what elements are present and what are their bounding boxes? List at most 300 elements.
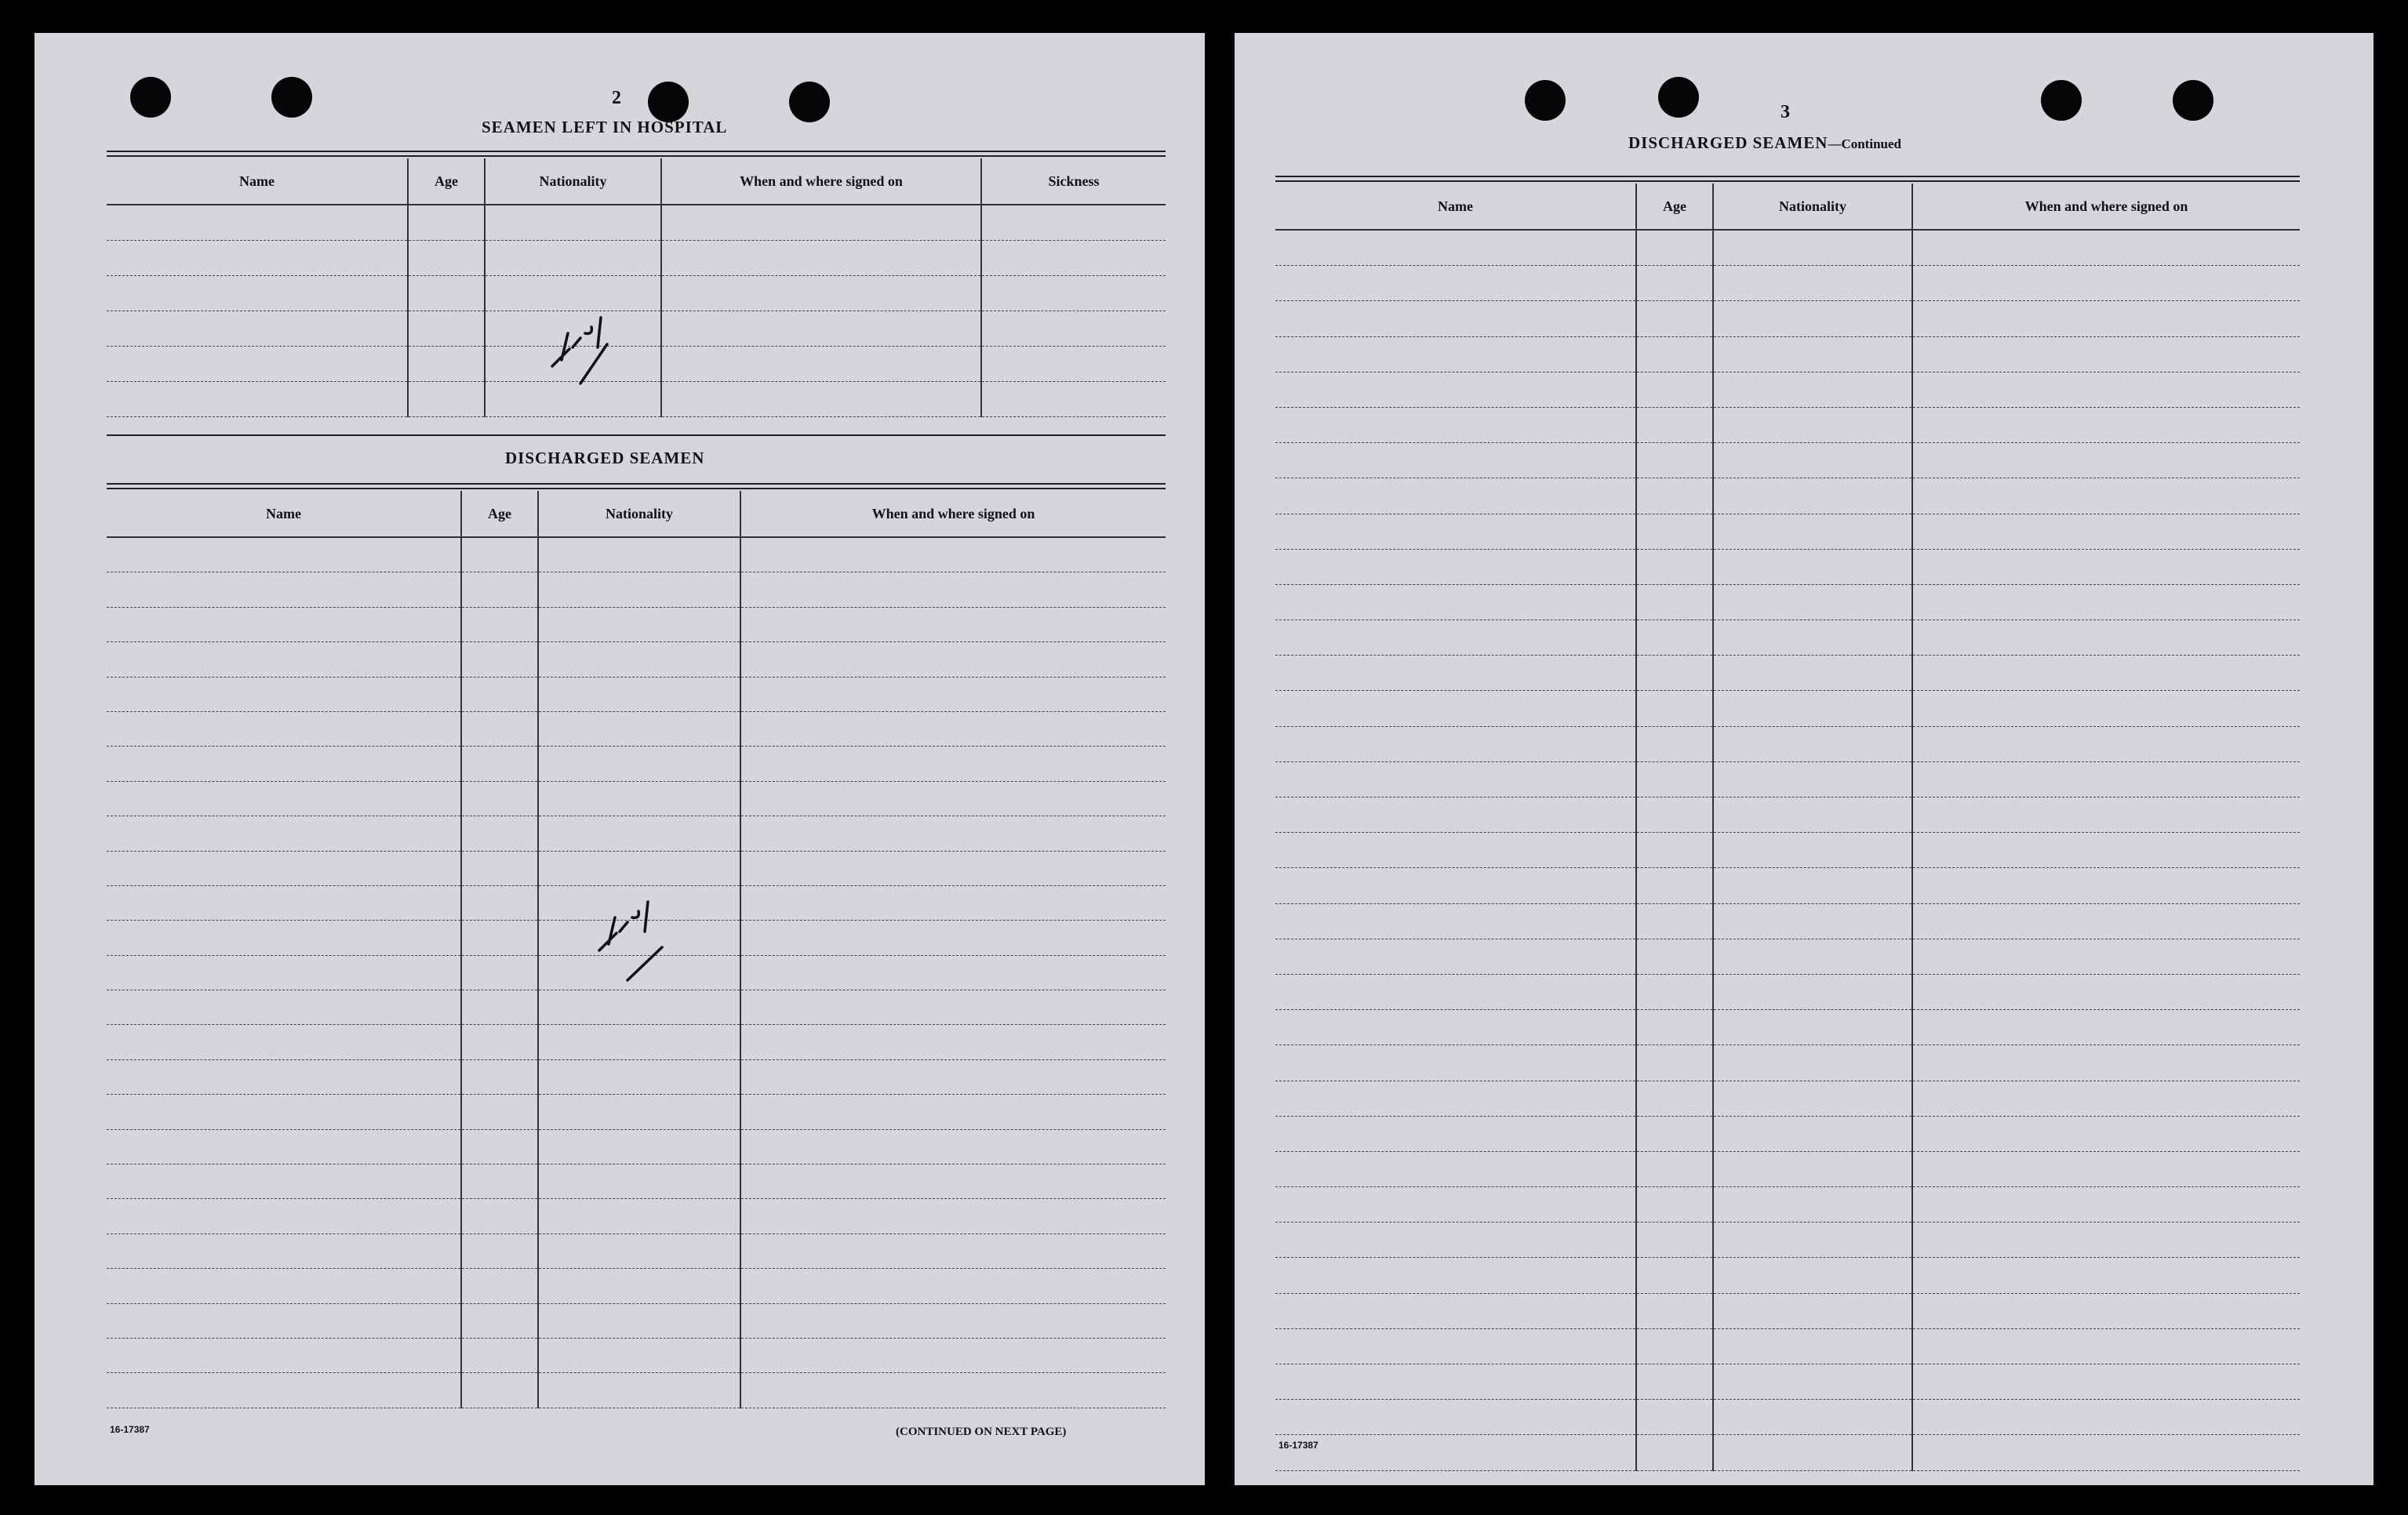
blank-cell[interactable] [661,347,981,382]
blank-cell[interactable] [1275,336,1636,372]
blank-cell[interactable] [740,1164,1166,1199]
blank-cell[interactable] [1713,1116,1912,1151]
blank-cell[interactable] [538,607,740,641]
blank-cell[interactable] [1275,266,1636,301]
blank-cell[interactable] [538,1338,740,1372]
blank-cell[interactable] [485,205,661,241]
blank-cell[interactable] [1275,761,1636,797]
blank-cell[interactable] [1912,407,2300,442]
blank-cell[interactable] [1636,1151,1713,1186]
blank-cell[interactable] [1275,1400,1636,1435]
blank-cell[interactable] [1713,1435,1912,1470]
blank-cell[interactable] [740,1059,1166,1094]
blank-cell[interactable] [981,276,1166,311]
blank-cell[interactable] [1912,726,2300,761]
blank-cell[interactable] [1713,726,1912,761]
blank-cell[interactable] [107,1233,461,1268]
blank-cell[interactable] [1275,1258,1636,1293]
blank-cell[interactable] [1636,833,1713,868]
blank-cell[interactable] [1636,478,1713,514]
blank-cell[interactable] [1275,514,1636,549]
column-header: Sickness [981,158,1166,205]
blank-cell[interactable] [740,816,1166,851]
blank-cell[interactable] [1275,726,1636,761]
blank-cell[interactable] [1713,584,1912,619]
blank-cell[interactable] [1713,868,1912,903]
blank-cell[interactable] [107,607,461,641]
blank-cell[interactable] [461,747,538,781]
blank-cell[interactable] [461,921,538,955]
blank-cell[interactable] [408,311,485,347]
blank-cell[interactable] [461,1338,538,1372]
blank-cell[interactable] [1636,1187,1713,1223]
blank-cell[interactable] [1713,691,1912,726]
blank-cell[interactable] [1275,833,1636,868]
blank-cell[interactable] [661,311,981,347]
blank-cell[interactable] [661,276,981,311]
blank-cell[interactable] [740,1233,1166,1268]
hospital-section-title: SEAMEN LEFT IN HOSPITAL [482,118,728,136]
blank-cell[interactable] [461,955,538,990]
blank-cell[interactable] [107,955,461,990]
blank-cell[interactable] [538,747,740,781]
blank-cell[interactable] [661,205,981,241]
blank-cell[interactable] [1275,903,1636,939]
blank-cell[interactable] [461,642,538,677]
discharged-section-title: DISCHARGED SEAMEN [505,449,705,467]
table-row [107,747,1166,781]
table-row [107,1059,1166,1094]
column-header: Age [1636,183,1713,230]
blank-cell[interactable] [538,572,740,607]
table-row [1275,584,2300,619]
blank-cell[interactable] [740,572,1166,607]
blank-cell[interactable] [1912,939,2300,974]
blank-cell[interactable] [1636,761,1713,797]
blank-cell[interactable] [740,1095,1166,1129]
blank-cell[interactable] [740,921,1166,955]
blank-cell[interactable] [1912,514,2300,549]
blank-cell[interactable] [1912,1328,2300,1364]
table-row [1275,903,2300,939]
blank-cell[interactable] [538,1199,740,1233]
blank-cell[interactable] [1912,301,2300,336]
blank-cell[interactable] [538,781,740,816]
column-header: Name [107,491,461,537]
blank-cell[interactable] [1636,1258,1713,1293]
blank-cell[interactable] [1636,230,1713,266]
blank-cell[interactable] [1912,833,2300,868]
blank-cell[interactable] [1912,620,2300,656]
blank-cell[interactable] [1636,939,1713,974]
blank-cell[interactable] [461,1164,538,1199]
blank-cell[interactable] [107,816,461,851]
blank-cell[interactable] [538,1269,740,1303]
blank-cell[interactable] [1636,726,1713,761]
blank-cell[interactable] [1636,1364,1713,1400]
blank-cell[interactable] [1636,691,1713,726]
table-row [1275,514,2300,549]
blank-cell[interactable] [1636,1328,1713,1364]
table-row [107,1233,1166,1268]
blank-cell[interactable] [538,1025,740,1059]
blank-cell[interactable] [107,1269,461,1303]
table-row [1275,974,2300,1009]
blank-cell[interactable] [538,642,740,677]
blank-cell[interactable] [1275,584,1636,619]
blank-cell[interactable] [107,711,461,746]
blank-cell[interactable] [1713,301,1912,336]
blank-cell[interactable] [1912,1187,2300,1223]
blank-cell[interactable] [107,677,461,711]
blank-cell[interactable] [740,990,1166,1025]
blank-cell[interactable] [107,642,461,677]
blank-cell[interactable] [1713,974,1912,1009]
blank-cell[interactable] [1275,974,1636,1009]
blank-cell[interactable] [1713,1081,1912,1116]
blank-cell[interactable] [1912,903,2300,939]
table-row [1275,549,2300,584]
blank-cell[interactable] [107,781,461,816]
blank-cell[interactable] [1713,656,1912,691]
blank-cell[interactable] [1912,1400,2300,1435]
blank-cell[interactable] [1275,620,1636,656]
blank-cell[interactable] [538,537,740,572]
blank-cell[interactable] [1713,514,1912,549]
blank-cell[interactable] [107,276,408,311]
blank-cell[interactable] [538,1095,740,1129]
blank-cell[interactable] [1713,833,1912,868]
divider [1275,176,2300,182]
blank-cell[interactable] [107,1373,461,1408]
blank-cell[interactable] [408,347,485,382]
blank-cell[interactable] [1275,939,1636,974]
blank-cell[interactable] [740,537,1166,572]
blank-cell[interactable] [1275,1364,1636,1400]
blank-cell[interactable] [1636,1400,1713,1435]
blank-cell[interactable] [1275,1187,1636,1223]
blank-cell[interactable] [1636,266,1713,301]
blank-cell[interactable] [740,1269,1166,1303]
blank-cell[interactable] [1275,230,1636,266]
blank-cell[interactable] [1713,407,1912,442]
blank-cell[interactable] [1912,1045,2300,1081]
blank-cell[interactable] [1636,1010,1713,1045]
blank-cell[interactable] [740,885,1166,920]
blank-cell[interactable] [1275,407,1636,442]
blank-cell[interactable] [1275,1293,1636,1328]
blank-cell[interactable] [1636,797,1713,833]
blank-cell[interactable] [408,382,485,417]
blank-cell[interactable] [740,781,1166,816]
blank-cell[interactable] [461,711,538,746]
blank-cell[interactable] [1912,691,2300,726]
blank-cell[interactable] [107,1164,461,1199]
blank-cell[interactable] [1636,1435,1713,1470]
blank-cell[interactable] [1275,372,1636,407]
blank-cell[interactable] [1912,1435,2300,1470]
blank-cell[interactable] [461,572,538,607]
blank-cell[interactable] [538,816,740,851]
blank-cell[interactable] [538,1233,740,1268]
table-row [1275,1400,2300,1435]
table-row [1275,1223,2300,1258]
blank-cell[interactable] [1636,974,1713,1009]
blank-cell[interactable] [461,537,538,572]
column-header: Nationality [538,491,740,537]
blank-cell[interactable] [107,382,408,417]
blank-cell[interactable] [461,1059,538,1094]
blank-cell[interactable] [461,1269,538,1303]
blank-cell[interactable] [485,241,661,276]
blank-cell[interactable] [1713,1293,1912,1328]
blank-cell[interactable] [1636,549,1713,584]
blank-cell[interactable] [538,990,740,1025]
blank-cell[interactable] [1713,1223,1912,1258]
blank-cell[interactable] [1912,443,2300,478]
blank-cell[interactable] [1636,868,1713,903]
blank-cell[interactable] [1275,691,1636,726]
table-row [107,816,1166,851]
blank-cell[interactable] [461,677,538,711]
table-row [1275,266,2300,301]
blank-cell[interactable] [107,747,461,781]
blank-cell[interactable] [740,711,1166,746]
blank-cell[interactable] [538,1164,740,1199]
blank-cell[interactable] [1713,939,1912,974]
blank-cell[interactable] [1912,336,2300,372]
blank-cell[interactable] [461,1199,538,1233]
blank-cell[interactable] [1636,372,1713,407]
blank-cell[interactable] [1912,549,2300,584]
blank-cell[interactable] [107,347,408,382]
blank-cell[interactable] [1275,1081,1636,1116]
blank-cell[interactable] [1713,1400,1912,1435]
blank-cell[interactable] [1713,230,1912,266]
blank-cell[interactable] [1636,903,1713,939]
blank-cell[interactable] [1713,797,1912,833]
blank-cell[interactable] [1912,1151,2300,1186]
table-row [107,241,1166,276]
blank-cell[interactable] [1636,301,1713,336]
blank-cell[interactable] [1713,903,1912,939]
blank-cell[interactable] [1636,336,1713,372]
blank-cell[interactable] [107,241,408,276]
blank-cell[interactable] [107,537,461,572]
page-number: 2 [612,88,621,108]
blank-cell[interactable] [1912,761,2300,797]
blank-cell[interactable] [1713,1010,1912,1045]
blank-cell[interactable] [1912,868,2300,903]
blank-cell[interactable] [1636,407,1713,442]
blank-cell[interactable] [740,1373,1166,1408]
blank-cell[interactable] [981,382,1166,417]
blank-cell[interactable] [1713,1151,1912,1186]
blank-cell[interactable] [1912,230,2300,266]
blank-cell[interactable] [1275,478,1636,514]
blank-cell[interactable] [1713,1258,1912,1293]
blank-cell[interactable] [1912,478,2300,514]
table-row [1275,1010,2300,1045]
blank-cell[interactable] [1275,1010,1636,1045]
blank-cell[interactable] [461,990,538,1025]
blank-cell[interactable] [461,1233,538,1268]
blank-cell[interactable] [981,347,1166,382]
blank-cell[interactable] [740,1199,1166,1233]
blank-cell[interactable] [1636,620,1713,656]
blank-cell[interactable] [107,1303,461,1338]
blank-cell[interactable] [408,205,485,241]
blank-cell[interactable] [1912,1364,2300,1400]
blank-cell[interactable] [107,990,461,1025]
blank-cell[interactable] [107,1129,461,1164]
blank-cell[interactable] [461,1129,538,1164]
table-row [1275,833,2300,868]
blank-cell[interactable] [1275,1045,1636,1081]
blank-cell[interactable] [1713,1364,1912,1400]
blank-cell[interactable] [1912,797,2300,833]
blank-cell[interactable] [1275,301,1636,336]
column-header: Nationality [1713,183,1912,230]
blank-cell[interactable] [1275,1435,1636,1470]
blank-cell[interactable] [1275,1151,1636,1186]
blank-cell[interactable] [1636,1045,1713,1081]
handwritten-mark [584,872,693,982]
table-row [1275,443,2300,478]
blank-cell[interactable] [107,1025,461,1059]
blank-cell[interactable] [661,382,981,417]
column-header: Age [461,491,538,537]
blank-cell[interactable] [1912,1081,2300,1116]
blank-cell[interactable] [1275,549,1636,584]
blank-cell[interactable] [1713,478,1912,514]
blank-cell[interactable] [740,1129,1166,1164]
table-row [1275,1116,2300,1151]
blank-cell[interactable] [538,1373,740,1408]
blank-cell[interactable] [981,311,1166,347]
blank-cell[interactable] [1275,1116,1636,1151]
blank-cell[interactable] [461,1025,538,1059]
blank-cell[interactable] [1713,1187,1912,1223]
blank-cell[interactable] [1713,1045,1912,1081]
blank-cell[interactable] [740,1303,1166,1338]
blank-cell[interactable] [1636,1223,1713,1258]
divider [107,434,1166,436]
blank-cell[interactable] [538,1129,740,1164]
blank-cell[interactable] [740,607,1166,641]
blank-cell[interactable] [107,311,408,347]
blank-cell[interactable] [461,816,538,851]
blank-cell[interactable] [461,607,538,641]
blank-cell[interactable] [1275,797,1636,833]
blank-cell[interactable] [1912,1010,2300,1045]
blank-cell[interactable] [538,1059,740,1094]
blank-cell[interactable] [740,1338,1166,1372]
blank-cell[interactable] [1912,1293,2300,1328]
blank-cell[interactable] [107,1338,461,1372]
blank-cell[interactable] [1713,761,1912,797]
blank-cell[interactable] [1275,656,1636,691]
column-header: Age [408,158,485,205]
blank-cell[interactable] [981,241,1166,276]
blank-cell[interactable] [1912,584,2300,619]
blank-cell[interactable] [1275,1328,1636,1364]
blank-cell[interactable] [107,1199,461,1233]
blank-cell[interactable] [1636,1293,1713,1328]
blank-cell[interactable] [1713,549,1912,584]
blank-cell[interactable] [408,276,485,311]
blank-cell[interactable] [538,711,740,746]
blank-cell[interactable] [740,955,1166,990]
binder-hole [648,82,689,122]
blank-cell[interactable] [1912,1116,2300,1151]
blank-cell[interactable] [1636,1116,1713,1151]
blank-cell[interactable] [461,885,538,920]
blank-cell[interactable] [1912,266,2300,301]
blank-cell[interactable] [1713,266,1912,301]
discharged-continued-title [1628,133,1901,153]
page-number: 3 [1781,102,1790,122]
blank-cell[interactable] [1713,372,1912,407]
table-row [107,711,1166,746]
blank-cell[interactable] [1636,514,1713,549]
blank-cell[interactable] [740,851,1166,885]
blank-cell[interactable] [1713,336,1912,372]
blank-cell[interactable] [107,572,461,607]
blank-cell[interactable] [461,851,538,885]
blank-cell[interactable] [1275,868,1636,903]
blank-cell[interactable] [461,781,538,816]
blank-cell[interactable] [461,1303,538,1338]
blank-cell[interactable] [107,921,461,955]
table-row [1275,761,2300,797]
blank-cell[interactable] [1636,656,1713,691]
blank-cell[interactable] [740,677,1166,711]
blank-cell[interactable] [107,1095,461,1129]
blank-cell[interactable] [538,1303,740,1338]
blank-cell[interactable] [981,205,1166,241]
blank-cell[interactable] [1912,1223,2300,1258]
blank-cell[interactable] [107,1059,461,1094]
blank-cell[interactable] [1713,620,1912,656]
table-row [1275,656,2300,691]
blank-cell[interactable] [1912,656,2300,691]
blank-cell[interactable] [1912,372,2300,407]
blank-cell[interactable] [107,205,408,241]
blank-cell[interactable] [1636,584,1713,619]
blank-cell[interactable] [1636,443,1713,478]
blank-cell[interactable] [1275,443,1636,478]
blank-cell[interactable] [1713,443,1912,478]
blank-cell[interactable] [1713,1328,1912,1364]
blank-cell[interactable] [408,241,485,276]
blank-cell[interactable] [740,747,1166,781]
column-header: Name [107,158,408,205]
column-header: When and where signed on [1912,183,2300,230]
blank-cell[interactable] [538,677,740,711]
blank-cell[interactable] [661,241,981,276]
blank-cell[interactable] [1636,1081,1713,1116]
blank-cell[interactable] [740,642,1166,677]
blank-cell[interactable] [1912,974,2300,1009]
blank-cell[interactable] [461,1373,538,1408]
blank-cell[interactable] [740,1025,1166,1059]
blank-cell[interactable] [1912,1258,2300,1293]
blank-cell[interactable] [1275,1223,1636,1258]
blank-cell[interactable] [107,851,461,885]
blank-cell[interactable] [107,885,461,920]
blank-cell[interactable] [461,1095,538,1129]
